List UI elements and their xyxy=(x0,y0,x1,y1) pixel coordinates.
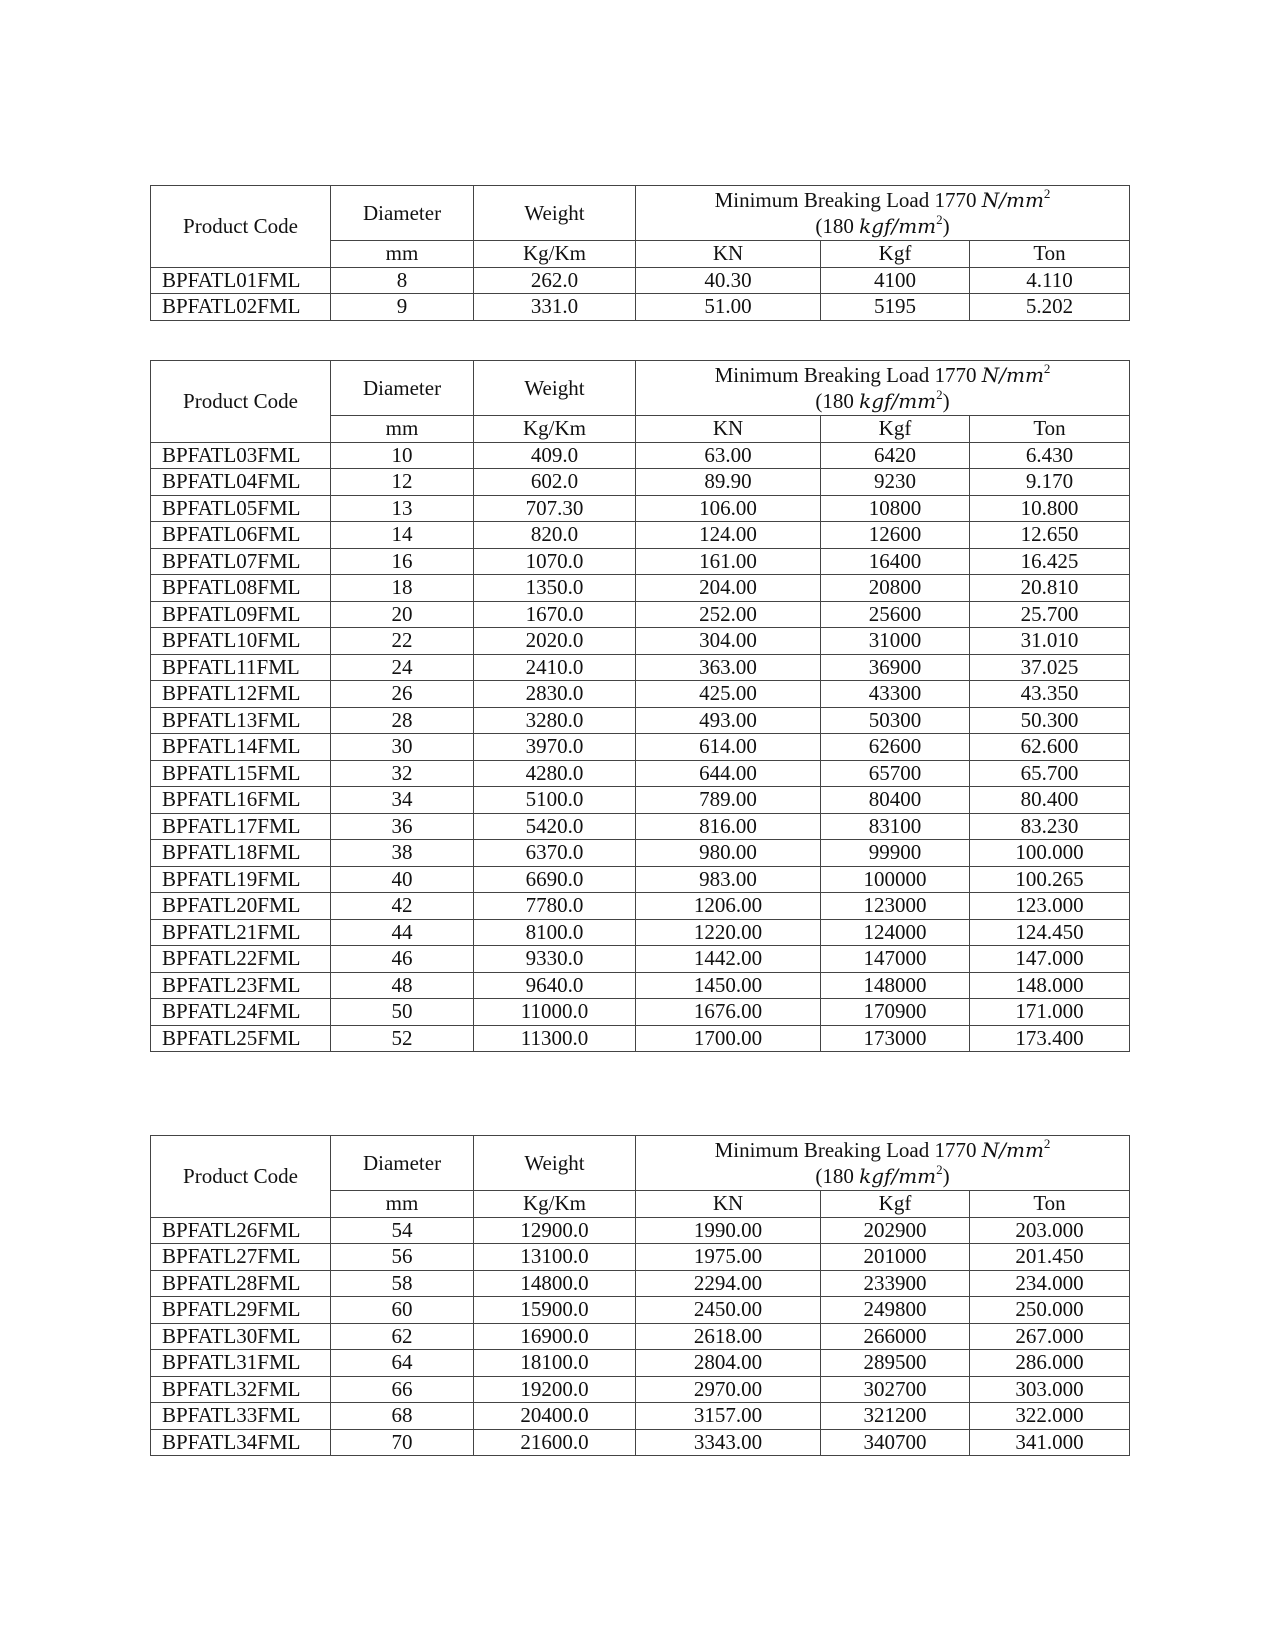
cell-weight: 331.0 xyxy=(474,294,636,321)
cell-ton: 171.000 xyxy=(970,999,1130,1026)
cell-kn: 644.00 xyxy=(636,760,821,787)
cell-ton: 83.230 xyxy=(970,813,1130,840)
cell-product-code: BPFATL01FML xyxy=(151,267,331,294)
mbl-unit-kgf: kgf/mm xyxy=(859,214,937,238)
cell-weight: 9330.0 xyxy=(474,946,636,973)
spec-table-2 xyxy=(150,360,1130,1052)
mbl-exponent: 2 xyxy=(1043,1136,1051,1151)
table-row xyxy=(151,1350,1130,1377)
cell-weight: 2020.0 xyxy=(474,628,636,655)
cell-product-code: BPFATL23FML xyxy=(151,972,331,999)
cell-product-code: BPFATL03FML xyxy=(151,442,331,469)
cell-weight: 5420.0 xyxy=(474,813,636,840)
table-row xyxy=(151,813,1130,840)
cell-diameter: 60 xyxy=(331,1297,474,1324)
cell-kn: 789.00 xyxy=(636,787,821,814)
cell-kn: 3343.00 xyxy=(636,1429,821,1456)
cell-ton: 124.450 xyxy=(970,919,1130,946)
cell-kn: 363.00 xyxy=(636,654,821,681)
cell-product-code: BPFATL15FML xyxy=(151,760,331,787)
header-diameter: Diameter xyxy=(331,1136,474,1191)
cell-diameter: 24 xyxy=(331,654,474,681)
cell-kgf: 50300 xyxy=(821,707,970,734)
unit-weight: Kg/Km xyxy=(474,1191,636,1218)
cell-weight: 4280.0 xyxy=(474,760,636,787)
cell-ton: 4.110 xyxy=(970,267,1130,294)
cell-ton: 16.425 xyxy=(970,548,1130,575)
cell-kn: 161.00 xyxy=(636,548,821,575)
cell-ton: 6.430 xyxy=(970,442,1130,469)
cell-diameter: 28 xyxy=(331,707,474,734)
unit-diameter: mm xyxy=(331,1191,474,1218)
header-product-code: Product Code xyxy=(151,361,331,443)
cell-product-code: BPFATL20FML xyxy=(151,893,331,920)
cell-kn: 106.00 xyxy=(636,495,821,522)
cell-kn: 89.90 xyxy=(636,469,821,496)
table-row xyxy=(151,1376,1130,1403)
cell-weight: 6690.0 xyxy=(474,866,636,893)
cell-kgf: 80400 xyxy=(821,787,970,814)
table-row xyxy=(151,601,1130,628)
table-row xyxy=(151,495,1130,522)
cell-weight: 12900.0 xyxy=(474,1217,636,1244)
cell-diameter: 18 xyxy=(331,575,474,602)
cell-ton: 65.700 xyxy=(970,760,1130,787)
header-min-breaking-load xyxy=(636,1136,1130,1191)
header-diameter: Diameter xyxy=(331,186,474,241)
table-row xyxy=(151,734,1130,761)
cell-weight: 707.30 xyxy=(474,495,636,522)
mbl-unit-newton: N/mm xyxy=(981,188,1044,212)
unit-weight: Kg/Km xyxy=(474,416,636,443)
table-row xyxy=(151,1244,1130,1271)
cell-kgf: 16400 xyxy=(821,548,970,575)
cell-diameter: 9 xyxy=(331,294,474,321)
cell-product-code: BPFATL11FML xyxy=(151,654,331,681)
table-row xyxy=(151,1403,1130,1430)
table-row xyxy=(151,707,1130,734)
cell-kn: 124.00 xyxy=(636,522,821,549)
header-diameter: Diameter xyxy=(331,361,474,416)
header-product-code: Product Code xyxy=(151,1136,331,1218)
cell-weight: 602.0 xyxy=(474,469,636,496)
cell-ton: 322.000 xyxy=(970,1403,1130,1430)
cell-kn: 2618.00 xyxy=(636,1323,821,1350)
mbl-paren-open: (180 xyxy=(815,389,860,413)
mbl-unit-newton: N/mm xyxy=(981,1138,1044,1162)
cell-weight: 16900.0 xyxy=(474,1323,636,1350)
unit-kn: KN xyxy=(636,241,821,268)
cell-weight: 262.0 xyxy=(474,267,636,294)
cell-product-code: BPFATL19FML xyxy=(151,866,331,893)
header-min-breaking-load xyxy=(636,186,1130,241)
unit-kgf: Kgf xyxy=(821,241,970,268)
cell-kgf: 170900 xyxy=(821,999,970,1026)
table-row xyxy=(151,294,1130,321)
unit-diameter: mm xyxy=(331,241,474,268)
cell-ton: 20.810 xyxy=(970,575,1130,602)
cell-product-code: BPFATL17FML xyxy=(151,813,331,840)
table-row xyxy=(151,999,1130,1026)
cell-ton: 43.350 xyxy=(970,681,1130,708)
cell-diameter: 13 xyxy=(331,495,474,522)
cell-weight: 18100.0 xyxy=(474,1350,636,1377)
cell-kgf: 83100 xyxy=(821,813,970,840)
cell-diameter: 32 xyxy=(331,760,474,787)
cell-weight: 1350.0 xyxy=(474,575,636,602)
cell-weight: 11300.0 xyxy=(474,1025,636,1052)
cell-weight: 3970.0 xyxy=(474,734,636,761)
cell-diameter: 26 xyxy=(331,681,474,708)
cell-kgf: 124000 xyxy=(821,919,970,946)
cell-product-code: BPFATL02FML xyxy=(151,294,331,321)
cell-ton: 267.000 xyxy=(970,1323,1130,1350)
cell-diameter: 22 xyxy=(331,628,474,655)
cell-diameter: 62 xyxy=(331,1323,474,1350)
cell-kn: 983.00 xyxy=(636,866,821,893)
cell-product-code: BPFATL22FML xyxy=(151,946,331,973)
cell-kgf: 9230 xyxy=(821,469,970,496)
cell-product-code: BPFATL21FML xyxy=(151,919,331,946)
cell-ton: 173.400 xyxy=(970,1025,1130,1052)
cell-kn: 1990.00 xyxy=(636,1217,821,1244)
cell-product-code: BPFATL26FML xyxy=(151,1217,331,1244)
cell-ton: 123.000 xyxy=(970,893,1130,920)
table-row xyxy=(151,760,1130,787)
table-row xyxy=(151,893,1130,920)
table-row xyxy=(151,681,1130,708)
cell-product-code: BPFATL34FML xyxy=(151,1429,331,1456)
mbl-prefix: Minimum Breaking Load 1770 xyxy=(714,363,982,387)
spec-table-1 xyxy=(150,185,1130,321)
cell-diameter: 34 xyxy=(331,787,474,814)
mbl-paren-close: ) xyxy=(942,389,950,413)
cell-weight: 3280.0 xyxy=(474,707,636,734)
cell-ton: 62.600 xyxy=(970,734,1130,761)
cell-diameter: 64 xyxy=(331,1350,474,1377)
cell-ton: 234.000 xyxy=(970,1270,1130,1297)
cell-diameter: 30 xyxy=(331,734,474,761)
cell-kgf: 340700 xyxy=(821,1429,970,1456)
cell-kgf: 233900 xyxy=(821,1270,970,1297)
cell-product-code: BPFATL31FML xyxy=(151,1350,331,1377)
cell-weight: 8100.0 xyxy=(474,919,636,946)
cell-kn: 3157.00 xyxy=(636,1403,821,1430)
cell-kgf: 289500 xyxy=(821,1350,970,1377)
table-row xyxy=(151,840,1130,867)
table-row xyxy=(151,1323,1130,1350)
cell-kgf: 62600 xyxy=(821,734,970,761)
cell-diameter: 20 xyxy=(331,601,474,628)
cell-product-code: BPFATL05FML xyxy=(151,495,331,522)
cell-kn: 614.00 xyxy=(636,734,821,761)
unit-ton: Ton xyxy=(970,241,1130,268)
mbl-unit-newton: N/mm xyxy=(981,363,1044,387)
cell-weight: 21600.0 xyxy=(474,1429,636,1456)
cell-diameter: 48 xyxy=(331,972,474,999)
unit-kn: KN xyxy=(636,416,821,443)
cell-product-code: BPFATL12FML xyxy=(151,681,331,708)
cell-kgf: 99900 xyxy=(821,840,970,867)
mbl-exponent: 2 xyxy=(1043,361,1051,376)
cell-diameter: 68 xyxy=(331,1403,474,1430)
unit-weight: Kg/Km xyxy=(474,241,636,268)
cell-kn: 1442.00 xyxy=(636,946,821,973)
cell-ton: 9.170 xyxy=(970,469,1130,496)
cell-ton: 148.000 xyxy=(970,972,1130,999)
cell-kgf: 123000 xyxy=(821,893,970,920)
cell-product-code: BPFATL16FML xyxy=(151,787,331,814)
table-row xyxy=(151,919,1130,946)
cell-product-code: BPFATL10FML xyxy=(151,628,331,655)
cell-kgf: 302700 xyxy=(821,1376,970,1403)
cell-diameter: 52 xyxy=(331,1025,474,1052)
table-row xyxy=(151,1217,1130,1244)
table-row xyxy=(151,548,1130,575)
table-row xyxy=(151,866,1130,893)
cell-weight: 11000.0 xyxy=(474,999,636,1026)
mbl-paren-close: ) xyxy=(942,214,950,238)
cell-kgf: 202900 xyxy=(821,1217,970,1244)
cell-diameter: 14 xyxy=(331,522,474,549)
table-row xyxy=(151,522,1130,549)
cell-kgf: 25600 xyxy=(821,601,970,628)
cell-kgf: 266000 xyxy=(821,1323,970,1350)
cell-product-code: BPFATL07FML xyxy=(151,548,331,575)
cell-diameter: 46 xyxy=(331,946,474,973)
cell-kgf: 20800 xyxy=(821,575,970,602)
cell-kgf: 6420 xyxy=(821,442,970,469)
header-weight: Weight xyxy=(474,361,636,416)
cell-weight: 5100.0 xyxy=(474,787,636,814)
cell-kn: 2294.00 xyxy=(636,1270,821,1297)
mbl-unit-kgf: kgf/mm xyxy=(859,389,937,413)
cell-product-code: BPFATL14FML xyxy=(151,734,331,761)
cell-kn: 980.00 xyxy=(636,840,821,867)
header-product-code: Product Code xyxy=(151,186,331,268)
unit-kn: KN xyxy=(636,1191,821,1218)
cell-ton: 250.000 xyxy=(970,1297,1130,1324)
cell-kgf: 100000 xyxy=(821,866,970,893)
cell-ton: 201.450 xyxy=(970,1244,1130,1271)
cell-kn: 493.00 xyxy=(636,707,821,734)
cell-kn: 1676.00 xyxy=(636,999,821,1026)
cell-kgf: 4100 xyxy=(821,267,970,294)
cell-ton: 80.400 xyxy=(970,787,1130,814)
cell-ton: 100.265 xyxy=(970,866,1130,893)
cell-kn: 2450.00 xyxy=(636,1297,821,1324)
cell-weight: 1070.0 xyxy=(474,548,636,575)
cell-ton: 303.000 xyxy=(970,1376,1130,1403)
cell-kn: 1450.00 xyxy=(636,972,821,999)
table-row xyxy=(151,1297,1130,1324)
mbl-unit-kgf: kgf/mm xyxy=(859,1164,937,1188)
cell-product-code: BPFATL29FML xyxy=(151,1297,331,1324)
cell-kgf: 321200 xyxy=(821,1403,970,1430)
unit-ton: Ton xyxy=(970,416,1130,443)
cell-product-code: BPFATL27FML xyxy=(151,1244,331,1271)
cell-diameter: 50 xyxy=(331,999,474,1026)
mbl-paren-close: ) xyxy=(942,1164,950,1188)
cell-ton: 12.650 xyxy=(970,522,1130,549)
header-weight: Weight xyxy=(474,1136,636,1191)
mbl-exponent-2: 2 xyxy=(936,1162,943,1177)
cell-kn: 40.30 xyxy=(636,267,821,294)
cell-kn: 252.00 xyxy=(636,601,821,628)
cell-kgf: 10800 xyxy=(821,495,970,522)
table-row xyxy=(151,1429,1130,1456)
cell-weight: 409.0 xyxy=(474,442,636,469)
cell-kgf: 201000 xyxy=(821,1244,970,1271)
cell-weight: 14800.0 xyxy=(474,1270,636,1297)
mbl-prefix: Minimum Breaking Load 1770 xyxy=(714,188,982,212)
table-row xyxy=(151,442,1130,469)
cell-weight: 20400.0 xyxy=(474,1403,636,1430)
cell-product-code: BPFATL32FML xyxy=(151,1376,331,1403)
cell-kn: 304.00 xyxy=(636,628,821,655)
cell-weight: 9640.0 xyxy=(474,972,636,999)
cell-product-code: BPFATL08FML xyxy=(151,575,331,602)
cell-product-code: BPFATL30FML xyxy=(151,1323,331,1350)
cell-kgf: 249800 xyxy=(821,1297,970,1324)
cell-diameter: 16 xyxy=(331,548,474,575)
cell-diameter: 10 xyxy=(331,442,474,469)
cell-weight: 19200.0 xyxy=(474,1376,636,1403)
cell-weight: 15900.0 xyxy=(474,1297,636,1324)
table-row xyxy=(151,628,1130,655)
cell-weight: 2410.0 xyxy=(474,654,636,681)
cell-product-code: BPFATL18FML xyxy=(151,840,331,867)
cell-product-code: BPFATL09FML xyxy=(151,601,331,628)
mbl-exponent-2: 2 xyxy=(936,387,943,402)
cell-product-code: BPFATL25FML xyxy=(151,1025,331,1052)
cell-ton: 50.300 xyxy=(970,707,1130,734)
mbl-paren-open: (180 xyxy=(815,1164,860,1188)
cell-product-code: BPFATL04FML xyxy=(151,469,331,496)
cell-kgf: 36900 xyxy=(821,654,970,681)
cell-ton: 37.025 xyxy=(970,654,1130,681)
table-row xyxy=(151,1025,1130,1052)
cell-product-code: BPFATL24FML xyxy=(151,999,331,1026)
cell-kn: 51.00 xyxy=(636,294,821,321)
cell-kgf: 12600 xyxy=(821,522,970,549)
cell-ton: 10.800 xyxy=(970,495,1130,522)
cell-diameter: 54 xyxy=(331,1217,474,1244)
cell-kgf: 31000 xyxy=(821,628,970,655)
cell-ton: 31.010 xyxy=(970,628,1130,655)
table-row xyxy=(151,469,1130,496)
cell-ton: 286.000 xyxy=(970,1350,1130,1377)
cell-diameter: 12 xyxy=(331,469,474,496)
cell-kn: 816.00 xyxy=(636,813,821,840)
cell-ton: 25.700 xyxy=(970,601,1130,628)
cell-weight: 2830.0 xyxy=(474,681,636,708)
cell-diameter: 36 xyxy=(331,813,474,840)
table-row xyxy=(151,946,1130,973)
mbl-paren-open: (180 xyxy=(815,214,860,238)
cell-kgf: 147000 xyxy=(821,946,970,973)
cell-diameter: 44 xyxy=(331,919,474,946)
cell-ton: 341.000 xyxy=(970,1429,1130,1456)
cell-weight: 820.0 xyxy=(474,522,636,549)
cell-weight: 13100.0 xyxy=(474,1244,636,1271)
cell-product-code: BPFATL13FML xyxy=(151,707,331,734)
table-row xyxy=(151,654,1130,681)
cell-ton: 5.202 xyxy=(970,294,1130,321)
cell-product-code: BPFATL06FML xyxy=(151,522,331,549)
table-row xyxy=(151,972,1130,999)
cell-diameter: 8 xyxy=(331,267,474,294)
cell-diameter: 38 xyxy=(331,840,474,867)
cell-kn: 1220.00 xyxy=(636,919,821,946)
spec-table-3 xyxy=(150,1135,1130,1456)
cell-diameter: 58 xyxy=(331,1270,474,1297)
cell-weight: 6370.0 xyxy=(474,840,636,867)
cell-kgf: 43300 xyxy=(821,681,970,708)
cell-diameter: 66 xyxy=(331,1376,474,1403)
cell-kgf: 65700 xyxy=(821,760,970,787)
cell-diameter: 42 xyxy=(331,893,474,920)
cell-kgf: 5195 xyxy=(821,294,970,321)
cell-kn: 63.00 xyxy=(636,442,821,469)
table-row xyxy=(151,787,1130,814)
table-row xyxy=(151,267,1130,294)
cell-kn: 1975.00 xyxy=(636,1244,821,1271)
cell-kn: 2804.00 xyxy=(636,1350,821,1377)
cell-kn: 1206.00 xyxy=(636,893,821,920)
unit-ton: Ton xyxy=(970,1191,1130,1218)
cell-ton: 100.000 xyxy=(970,840,1130,867)
cell-product-code: BPFATL28FML xyxy=(151,1270,331,1297)
cell-diameter: 70 xyxy=(331,1429,474,1456)
cell-kn: 204.00 xyxy=(636,575,821,602)
cell-ton: 203.000 xyxy=(970,1217,1130,1244)
cell-weight: 7780.0 xyxy=(474,893,636,920)
unit-kgf: Kgf xyxy=(821,416,970,443)
unit-kgf: Kgf xyxy=(821,1191,970,1218)
header-min-breaking-load xyxy=(636,361,1130,416)
unit-diameter: mm xyxy=(331,416,474,443)
cell-ton: 147.000 xyxy=(970,946,1130,973)
cell-kgf: 173000 xyxy=(821,1025,970,1052)
cell-kn: 2970.00 xyxy=(636,1376,821,1403)
table-row xyxy=(151,1270,1130,1297)
mbl-exponent: 2 xyxy=(1043,186,1051,201)
mbl-prefix: Minimum Breaking Load 1770 xyxy=(714,1138,982,1162)
cell-kn: 1700.00 xyxy=(636,1025,821,1052)
mbl-exponent-2: 2 xyxy=(936,212,943,227)
header-weight: Weight xyxy=(474,186,636,241)
table-row xyxy=(151,575,1130,602)
cell-diameter: 56 xyxy=(331,1244,474,1271)
cell-kgf: 148000 xyxy=(821,972,970,999)
cell-kn: 425.00 xyxy=(636,681,821,708)
cell-diameter: 40 xyxy=(331,866,474,893)
cell-weight: 1670.0 xyxy=(474,601,636,628)
cell-product-code: BPFATL33FML xyxy=(151,1403,331,1430)
